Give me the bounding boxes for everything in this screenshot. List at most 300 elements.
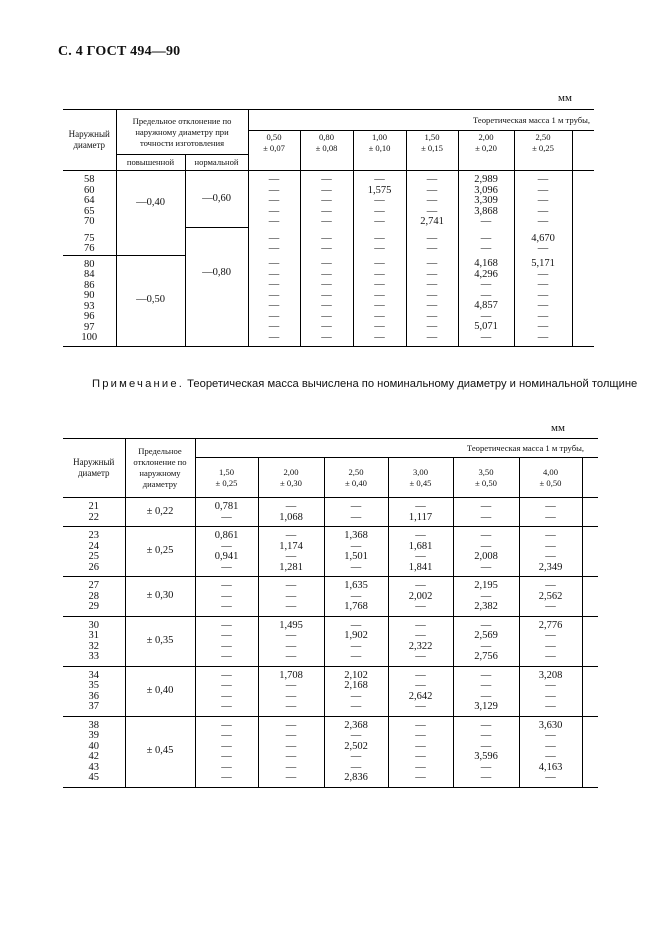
mass-value: — bbox=[374, 321, 385, 332]
mass-value: — bbox=[480, 669, 492, 681]
mass-value: — bbox=[221, 669, 232, 681]
diameter-value: 84 bbox=[84, 269, 95, 280]
mass-value: — bbox=[374, 232, 385, 244]
mass-value: — bbox=[221, 601, 232, 612]
mass-value: — bbox=[285, 630, 297, 641]
mass-value: — bbox=[415, 630, 426, 641]
mass-value: 1,841 bbox=[408, 561, 433, 573]
t1-thickness-header bbox=[353, 131, 406, 155]
mass-value: 2,502 bbox=[344, 740, 368, 752]
t2-col-diameter-header: Наружный диаметр bbox=[63, 439, 125, 498]
thickness-value: 2,50 bbox=[348, 466, 364, 477]
mass-value: — bbox=[415, 719, 426, 731]
mass-value: 2,008 bbox=[474, 551, 498, 562]
mass-value: — bbox=[350, 501, 362, 512]
mass-value: — bbox=[480, 740, 492, 752]
mass-value: — bbox=[415, 772, 426, 783]
thickness-value: 4,00 bbox=[542, 466, 559, 477]
mass-value: — bbox=[268, 321, 280, 332]
diameter-value: 37 bbox=[88, 701, 99, 712]
table-row-group bbox=[63, 498, 598, 527]
mass-value: — bbox=[415, 651, 426, 662]
mass-value: — bbox=[480, 279, 492, 290]
mass-value: — bbox=[415, 680, 426, 691]
deviation-value: ± 0,25 bbox=[125, 527, 195, 577]
mass-value: — bbox=[415, 701, 426, 712]
mass-value: — bbox=[374, 216, 385, 227]
mass-value: 1,281 bbox=[279, 561, 303, 573]
mass-value: — bbox=[268, 184, 280, 196]
mass-value: — bbox=[545, 501, 556, 512]
mass-value: — bbox=[426, 310, 438, 322]
mass-value: — bbox=[285, 690, 297, 702]
mass-value: — bbox=[221, 772, 232, 783]
mass-table-1 bbox=[63, 109, 594, 347]
t2-thickness-header bbox=[388, 458, 453, 498]
mass-value: — bbox=[285, 730, 297, 741]
mass-value: — bbox=[285, 640, 297, 652]
mass-value: — bbox=[221, 740, 232, 752]
mass-value: — bbox=[321, 310, 332, 322]
mass-value: — bbox=[221, 511, 232, 523]
mass-value: — bbox=[221, 751, 232, 762]
diameter-value: 90 bbox=[84, 290, 95, 301]
diameter-value: 21 bbox=[88, 501, 99, 512]
mass-value: 2,642 bbox=[408, 690, 433, 702]
mass-value: 3,096 bbox=[474, 184, 498, 196]
mass-value: — bbox=[480, 511, 492, 523]
deviation-high: —0,40 bbox=[116, 171, 185, 256]
diameter-value: 22 bbox=[88, 511, 99, 523]
mass-value: 1,635 bbox=[344, 580, 368, 591]
mass-value: — bbox=[268, 289, 280, 301]
mass-value: 2,741 bbox=[420, 216, 444, 227]
thickness-tolerance: ± 0,40 bbox=[345, 477, 367, 488]
mass-value: — bbox=[426, 321, 438, 332]
mass-value: 1,708 bbox=[279, 669, 303, 681]
t2-thickness-header bbox=[324, 458, 388, 498]
mass-value: — bbox=[321, 216, 332, 227]
diameter-value: 97 bbox=[84, 321, 95, 333]
mass-value: — bbox=[221, 630, 232, 641]
mass-value: — bbox=[537, 300, 549, 311]
thickness-tolerance: ± 0,08 bbox=[315, 142, 338, 153]
table-row-group bbox=[63, 616, 598, 666]
mass-value: — bbox=[268, 205, 280, 217]
mass-value: 1,174 bbox=[279, 540, 303, 552]
mass-value: — bbox=[350, 561, 362, 573]
thickness-value: 2,00 bbox=[478, 131, 494, 142]
thickness-tolerance: ± 0,50 bbox=[539, 477, 562, 488]
mass-value: — bbox=[426, 268, 438, 280]
mass-value: — bbox=[545, 690, 556, 702]
t2-thickness-header bbox=[258, 458, 324, 498]
mass-value: 0,781 bbox=[214, 501, 239, 512]
mass-value: 1,681 bbox=[408, 540, 433, 552]
mass-value: — bbox=[545, 772, 556, 783]
table2-unit: мм bbox=[551, 422, 565, 434]
mass-value: — bbox=[221, 690, 232, 702]
mass-value: — bbox=[537, 174, 549, 185]
mass-value: — bbox=[374, 174, 385, 185]
mass-value: — bbox=[268, 279, 280, 290]
mass-value: 1,368 bbox=[344, 530, 368, 541]
mass-value: — bbox=[374, 195, 385, 206]
mass-value: — bbox=[537, 310, 549, 322]
thickness-value: 1,50 bbox=[424, 131, 440, 142]
mass-value: — bbox=[321, 289, 332, 301]
mass-table-2 bbox=[63, 438, 598, 788]
mass-value: — bbox=[350, 619, 362, 631]
table-row-group bbox=[63, 527, 598, 577]
mass-value: — bbox=[321, 195, 332, 206]
mass-value: 3,596 bbox=[474, 751, 498, 762]
t2-col-mass-header: Теоретическая масса 1 м трубы, bbox=[195, 439, 598, 458]
t2-thickness-header bbox=[195, 458, 258, 498]
mass-value: 3,129 bbox=[474, 701, 498, 712]
mass-value: — bbox=[350, 640, 362, 652]
mass-value: — bbox=[285, 701, 297, 712]
mass-value: — bbox=[285, 761, 297, 773]
mass-value: — bbox=[221, 719, 232, 731]
mass-value: — bbox=[321, 268, 332, 280]
diameter-value: 35 bbox=[88, 680, 99, 691]
mass-value: — bbox=[321, 174, 332, 185]
mass-value: — bbox=[268, 310, 280, 322]
diameter-value: 33 bbox=[88, 651, 99, 662]
mass-value: 5,071 bbox=[474, 321, 498, 332]
mass-value: 0,941 bbox=[214, 551, 239, 562]
mass-value: — bbox=[537, 279, 549, 290]
page-header: С. 4 ГОСТ 494—90 bbox=[58, 44, 181, 59]
mass-value: — bbox=[374, 310, 385, 322]
diameter-value: 39 bbox=[88, 730, 99, 741]
mass-value: — bbox=[480, 331, 492, 343]
mass-value: 4,857 bbox=[474, 300, 498, 311]
thickness-tolerance: ± 0,15 bbox=[421, 142, 443, 153]
mass-value: 2,002 bbox=[408, 590, 433, 602]
deviation-value: ± 0,35 bbox=[125, 616, 195, 666]
thickness-tolerance: ± 0,50 bbox=[475, 477, 497, 488]
mass-value: 3,630 bbox=[538, 719, 563, 731]
mass-value: — bbox=[350, 651, 362, 662]
thickness-value: 1,50 bbox=[218, 466, 235, 477]
mass-value: — bbox=[268, 268, 280, 280]
mass-value: — bbox=[415, 619, 426, 631]
t1-thickness-header bbox=[458, 131, 514, 155]
mass-value: 2,569 bbox=[474, 630, 498, 641]
thickness-tolerance: ± 0,25 bbox=[532, 142, 554, 153]
mass-value: — bbox=[285, 772, 297, 783]
mass-value: — bbox=[415, 740, 426, 752]
mass-value: — bbox=[285, 590, 297, 602]
mass-value: — bbox=[480, 289, 492, 301]
mass-value: 1,068 bbox=[279, 511, 303, 523]
thickness-tolerance: ± 0,25 bbox=[215, 477, 238, 488]
deviation-normal: —0,60 bbox=[185, 171, 248, 228]
diameter-value: 42 bbox=[88, 751, 99, 762]
thickness-value: 0,80 bbox=[318, 131, 335, 142]
mass-value: 5,171 bbox=[531, 258, 555, 269]
col-mass-header: Теоретическая масса 1 м трубы, bbox=[248, 110, 594, 131]
mass-value: — bbox=[321, 300, 332, 311]
mass-value: — bbox=[480, 690, 492, 702]
diameter-value: 58 bbox=[84, 174, 95, 185]
thickness-tolerance: ± 0,10 bbox=[368, 142, 391, 153]
mass-value: — bbox=[268, 195, 280, 206]
deviation-normal: —0,80 bbox=[185, 228, 248, 347]
thickness-value: 2,00 bbox=[283, 466, 299, 477]
t1-thickness-header bbox=[514, 131, 572, 155]
mass-value: 4,163 bbox=[538, 761, 563, 773]
mass-value: — bbox=[480, 310, 492, 322]
mass-value: — bbox=[480, 680, 492, 691]
diameter-value: 86 bbox=[84, 279, 95, 291]
mass-value: — bbox=[374, 331, 385, 343]
mass-value: — bbox=[415, 530, 426, 541]
diameter-value: 60 bbox=[84, 184, 95, 196]
mass-value: — bbox=[480, 730, 492, 741]
mass-value: — bbox=[426, 184, 438, 196]
table1-note bbox=[92, 378, 637, 390]
col-dev-normal: нормальной bbox=[185, 155, 248, 171]
mass-value: — bbox=[268, 216, 280, 227]
mass-value: — bbox=[321, 279, 332, 290]
mass-value: — bbox=[350, 690, 362, 702]
thickness-value: 3,50 bbox=[478, 466, 494, 477]
mass-value: — bbox=[545, 751, 556, 762]
mass-value: — bbox=[221, 561, 232, 573]
note-label: Примечание. bbox=[92, 378, 185, 390]
diameter-value: 43 bbox=[88, 761, 99, 773]
thickness-value: 0,50 bbox=[266, 131, 282, 142]
mass-value: — bbox=[221, 761, 232, 773]
deviation-value: ± 0,40 bbox=[125, 666, 195, 716]
mass-value: — bbox=[537, 216, 549, 227]
mass-value: 2,562 bbox=[538, 590, 563, 602]
mass-value: 2,756 bbox=[474, 651, 498, 662]
mass-value: — bbox=[374, 279, 385, 290]
mass-value: 2,322 bbox=[408, 640, 433, 652]
mass-value: — bbox=[545, 740, 556, 752]
diameter-value: 40 bbox=[88, 740, 99, 752]
mass-value: 1,501 bbox=[344, 551, 368, 562]
mass-value: 1,575 bbox=[367, 184, 392, 196]
diameter-value: 100 bbox=[81, 332, 98, 343]
mass-value: — bbox=[374, 268, 385, 280]
mass-value: — bbox=[374, 300, 385, 311]
mass-value: — bbox=[537, 268, 549, 280]
mass-value: — bbox=[285, 740, 297, 752]
mass-value: — bbox=[426, 205, 438, 217]
mass-value: — bbox=[480, 590, 492, 602]
deviation-value: ± 0,45 bbox=[125, 716, 195, 787]
mass-value: — bbox=[374, 258, 385, 269]
diameter-value: 65 bbox=[84, 205, 95, 217]
mass-value: — bbox=[415, 761, 426, 773]
mass-value: — bbox=[545, 640, 556, 652]
mass-value: — bbox=[480, 640, 492, 652]
mass-value: — bbox=[415, 669, 426, 681]
mass-value: — bbox=[545, 651, 556, 662]
mass-value: 0,861 bbox=[214, 530, 239, 541]
table1-unit: мм bbox=[558, 92, 572, 104]
mass-value: 4,296 bbox=[474, 268, 498, 280]
mass-value: — bbox=[545, 551, 556, 562]
mass-value: 2,349 bbox=[538, 561, 563, 573]
thickness-tolerance: ± 0,20 bbox=[475, 142, 497, 153]
mass-value: — bbox=[480, 619, 492, 631]
mass-value: — bbox=[545, 530, 556, 541]
mass-value: — bbox=[268, 232, 280, 244]
mass-value: — bbox=[426, 174, 438, 185]
mass-value: — bbox=[221, 540, 232, 552]
mass-value: 3,868 bbox=[474, 205, 498, 217]
thickness-value: 1,00 bbox=[371, 131, 388, 142]
diameter-value: 26 bbox=[88, 561, 99, 573]
mass-value: 2,382 bbox=[474, 601, 498, 612]
diameter-value: 24 bbox=[88, 540, 99, 552]
mass-value: — bbox=[221, 730, 232, 741]
col-diameter-header: Наружный диаметр bbox=[63, 110, 116, 171]
mass-value: — bbox=[415, 751, 426, 762]
mass-value: — bbox=[480, 530, 492, 541]
mass-value: — bbox=[221, 651, 232, 662]
mass-value: — bbox=[545, 601, 556, 612]
table-row bbox=[63, 255, 594, 346]
deviation-value: ± 0,22 bbox=[125, 498, 195, 527]
diameter-value: 93 bbox=[84, 300, 95, 312]
t2-thickness-header bbox=[519, 458, 582, 498]
mass-value: — bbox=[285, 601, 297, 612]
mass-value: 4,168 bbox=[474, 258, 498, 269]
mass-value: — bbox=[268, 300, 280, 311]
mass-value: — bbox=[415, 730, 426, 741]
mass-value: 2,776 bbox=[538, 619, 563, 631]
mass-value: — bbox=[350, 540, 362, 552]
mass-value: — bbox=[426, 232, 438, 244]
mass-value: — bbox=[285, 651, 297, 662]
mass-value: 2,989 bbox=[474, 174, 498, 185]
mass-value: — bbox=[545, 540, 556, 552]
mass-value: — bbox=[285, 680, 297, 691]
diameter-value: 80 bbox=[84, 258, 95, 270]
t2-col-deviation-header: Предельное отклонение по наружному диаметру bbox=[125, 439, 195, 498]
mass-value: 4,670 bbox=[531, 232, 555, 244]
mass-value: — bbox=[426, 300, 438, 311]
diameter-value: 23 bbox=[88, 530, 99, 541]
mass-value: — bbox=[221, 580, 232, 591]
col-dev-high: повышенной bbox=[116, 155, 185, 171]
diameter-value: 36 bbox=[88, 690, 99, 702]
mass-value: 2,102 bbox=[344, 669, 368, 681]
thickness-tolerance: ± 0,45 bbox=[409, 477, 432, 488]
mass-value: — bbox=[350, 511, 362, 523]
thickness-value: 2,50 bbox=[535, 131, 551, 142]
mass-value: — bbox=[285, 751, 297, 762]
table-row-group bbox=[63, 577, 598, 617]
diameter-value: 75 bbox=[84, 232, 95, 244]
diameter-value: 45 bbox=[88, 772, 99, 783]
mass-value: — bbox=[480, 243, 492, 254]
mass-value: — bbox=[415, 601, 426, 612]
diameter-value: 34 bbox=[88, 669, 99, 681]
mass-value: — bbox=[321, 232, 332, 244]
diameter-value: 31 bbox=[88, 630, 99, 641]
mass-value: — bbox=[480, 540, 492, 552]
mass-value: — bbox=[285, 501, 297, 512]
mass-value: — bbox=[480, 561, 492, 573]
mass-value: — bbox=[321, 243, 332, 254]
mass-value: — bbox=[350, 590, 362, 602]
mass-value: — bbox=[374, 243, 385, 254]
mass-value: — bbox=[221, 701, 232, 712]
mass-value: — bbox=[350, 761, 362, 773]
mass-value: — bbox=[321, 331, 332, 343]
mass-value: — bbox=[415, 501, 426, 512]
mass-value: — bbox=[321, 184, 332, 196]
diameter-value: 38 bbox=[88, 719, 99, 731]
mass-value: — bbox=[426, 279, 438, 290]
mass-value: 2,195 bbox=[474, 580, 498, 591]
mass-value: — bbox=[537, 331, 549, 343]
mass-value: — bbox=[426, 243, 438, 254]
mass-value: — bbox=[221, 640, 232, 652]
diameter-value: 29 bbox=[88, 601, 99, 612]
mass-value: — bbox=[537, 195, 549, 206]
diameter-value: 96 bbox=[84, 311, 95, 322]
mass-value: — bbox=[545, 730, 556, 741]
mass-value: — bbox=[545, 630, 556, 641]
mass-value: — bbox=[285, 719, 297, 731]
diameter-value: 27 bbox=[88, 580, 99, 591]
mass-value: — bbox=[480, 501, 492, 512]
col-deviation-header: Предельное отклонение по наружному диаметру при точности изготовления bbox=[116, 110, 248, 155]
deviation-value: ± 0,30 bbox=[125, 577, 195, 617]
mass-value: — bbox=[480, 216, 492, 227]
mass-value: 3,208 bbox=[538, 669, 563, 681]
thickness-tolerance: ± 0,30 bbox=[280, 477, 302, 488]
diameter-value: 70 bbox=[84, 216, 95, 227]
mass-value: — bbox=[350, 730, 362, 741]
mass-value: — bbox=[426, 331, 438, 343]
mass-value: — bbox=[285, 551, 297, 562]
mass-value: — bbox=[221, 619, 232, 631]
mass-value: — bbox=[321, 205, 332, 217]
mass-value: 1,495 bbox=[279, 619, 303, 631]
thickness-value: 3,00 bbox=[412, 466, 429, 477]
table-row-group bbox=[63, 666, 598, 716]
mass-value: — bbox=[321, 258, 332, 269]
diameter-value: 25 bbox=[88, 551, 99, 562]
mass-value: — bbox=[350, 701, 362, 712]
mass-value: — bbox=[415, 580, 426, 591]
t1-thickness-header bbox=[248, 131, 300, 155]
diameter-value: 76 bbox=[84, 243, 95, 254]
mass-value: — bbox=[545, 701, 556, 712]
mass-value: 2,836 bbox=[344, 772, 368, 783]
t1-thickness-header bbox=[406, 131, 458, 155]
mass-value: 1,902 bbox=[344, 630, 368, 641]
mass-value: — bbox=[537, 243, 549, 254]
mass-value: — bbox=[221, 590, 232, 602]
mass-value: — bbox=[285, 530, 297, 541]
diameter-value: 30 bbox=[88, 619, 99, 631]
thickness-tolerance: ± 0,07 bbox=[263, 142, 285, 153]
mass-value: — bbox=[480, 719, 492, 731]
deviation-high: —0,50 bbox=[116, 255, 185, 346]
mass-value: — bbox=[374, 205, 385, 217]
